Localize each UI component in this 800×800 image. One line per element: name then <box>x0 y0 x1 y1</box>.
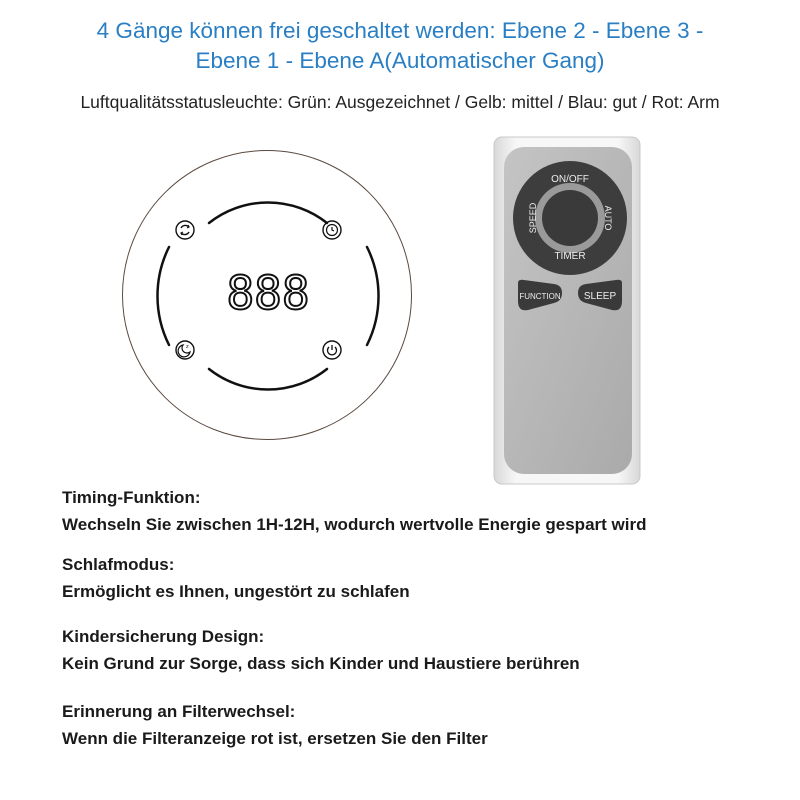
feature-sleep-mode <box>62 554 410 603</box>
feature-text: Wechseln Sie zwischen 1H-12H, wodurch wertvolle Energie gespart wird <box>62 515 647 534</box>
speed-label[interactable]: SPEED <box>528 202 538 234</box>
feature-heading: Erinnerung an Filterwechsel: <box>62 702 296 721</box>
timer-icon[interactable] <box>319 217 345 243</box>
feature-child-lock <box>62 626 580 675</box>
feature-heading: Kindersicherung Design: <box>62 627 265 646</box>
feature-heading: Schlafmodus: <box>62 555 175 574</box>
feature-timing <box>62 487 646 536</box>
page-title <box>0 16 800 76</box>
svg-text:z: z <box>186 344 189 350</box>
segment-display: 888 <box>226 266 310 320</box>
feature-text: Kein Grund zur Sorge, dass sich Kinder und Haustiere berühren <box>62 654 580 673</box>
title-line-2: Ebene 1 - Ebene A(Automatischer Gang) <box>195 48 605 73</box>
remote-control <box>488 133 648 493</box>
control-panel <box>122 150 412 440</box>
center-button[interactable] <box>542 190 598 246</box>
feature-filter-reminder <box>62 701 488 750</box>
auto-label[interactable]: AUTO <box>603 205 613 231</box>
panel-arcs <box>123 151 413 441</box>
title-line-1: 4 Gänge können frei geschaltet werden: Ebene 2 - Ebene 3 - <box>96 18 704 43</box>
sleep-icon[interactable] <box>172 337 198 363</box>
on-off-label[interactable]: ON/OFF <box>551 174 589 185</box>
subtitle: Luftqualitätsstatusleuchte: Grün: Ausgezeichnet / Gelb: mittel / Blau: gut / Rot: Arm <box>80 92 720 112</box>
feature-text: Wenn die Filteranzeige rot ist, ersetzen Sie den Filter <box>62 729 488 748</box>
feature-text: Ermöglicht es Ihnen, ungestört zu schlafen <box>62 582 410 601</box>
timer-label[interactable]: TIMER <box>554 251 586 262</box>
function-label: FUNCTION <box>519 292 561 301</box>
power-icon[interactable] <box>319 337 345 363</box>
fan-speed-icon[interactable] <box>172 217 198 243</box>
feature-heading: Timing-Funktion: <box>62 488 201 507</box>
sleep-label: SLEEP <box>583 291 617 302</box>
